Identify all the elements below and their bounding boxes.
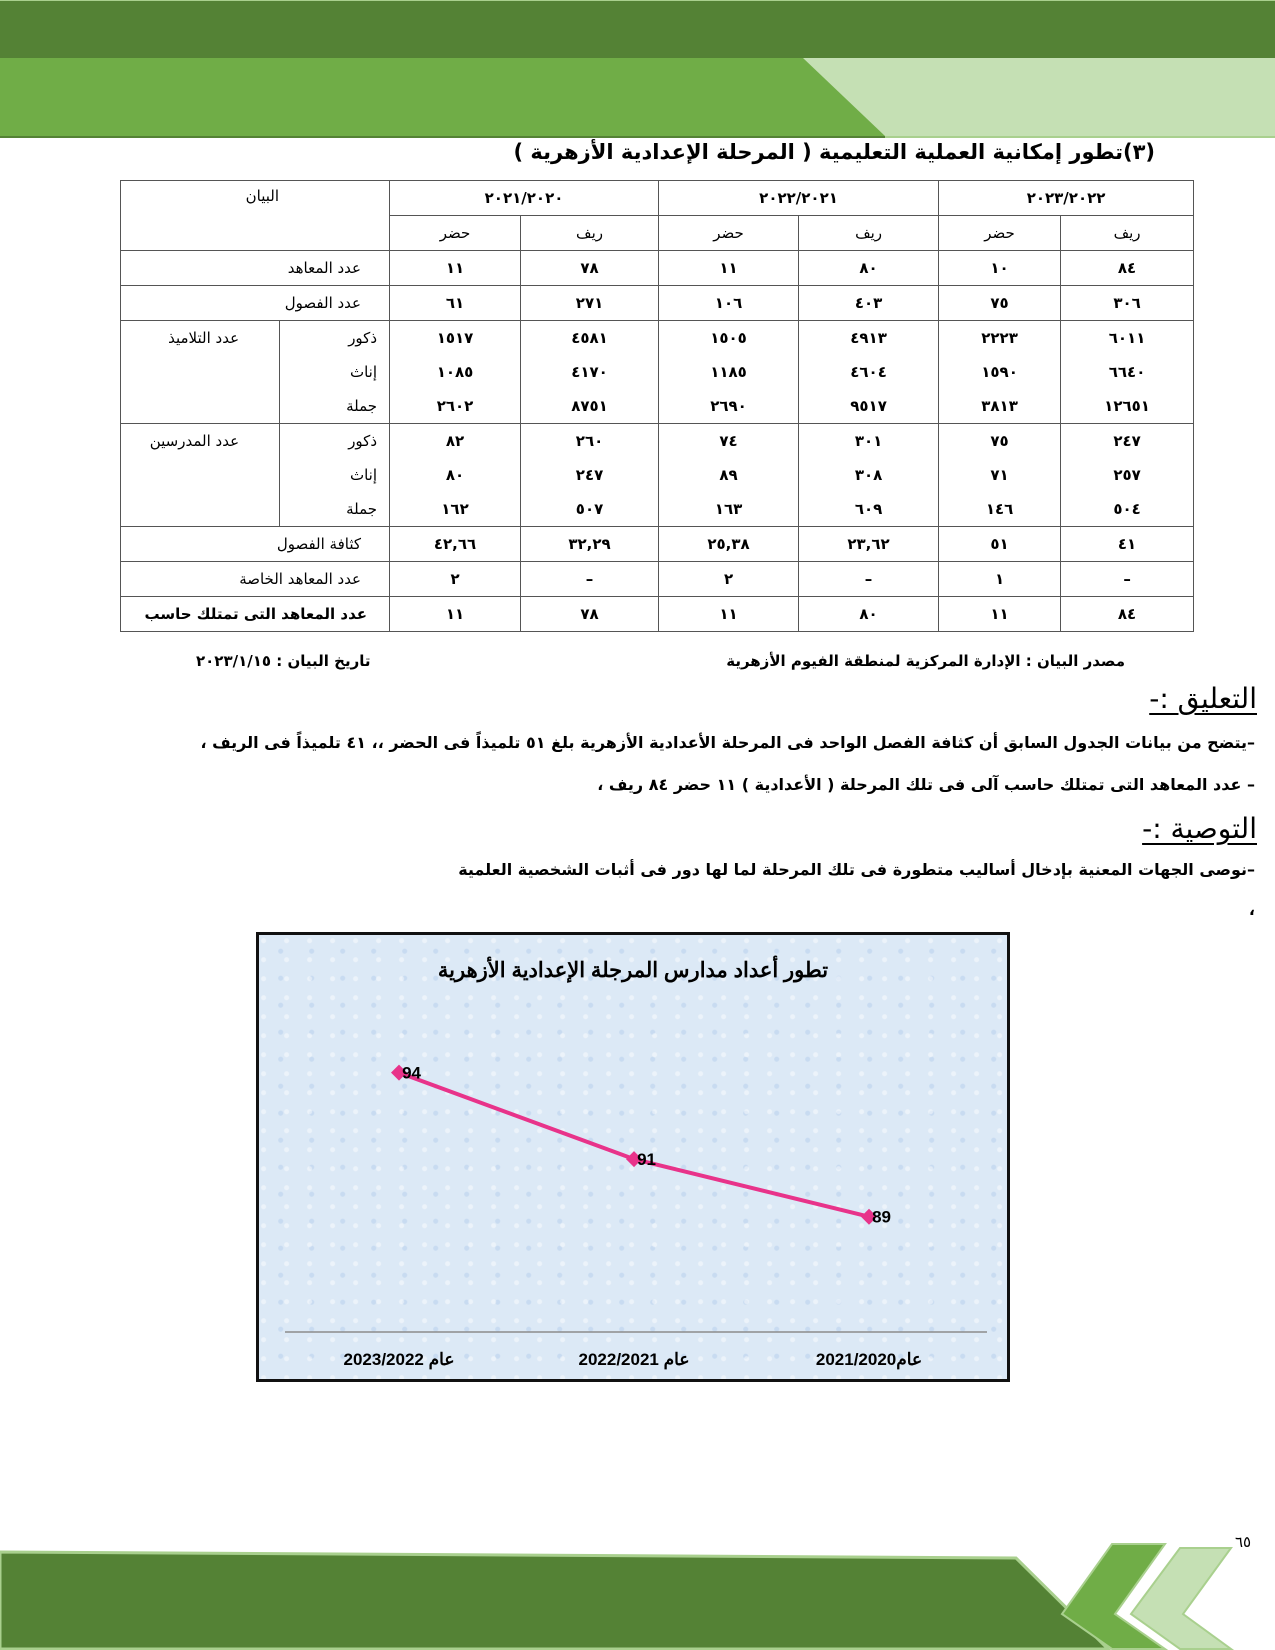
- table-cell: ٨٤: [1061, 251, 1194, 286]
- table-cell: ٢٣,٦٢: [799, 527, 939, 562]
- chart-canvas: [259, 935, 1007, 1379]
- table-cell: ٧١: [990, 466, 1009, 484]
- data-label: 94: [402, 1063, 421, 1083]
- x-tick-label: عام2021/2020: [815, 1350, 923, 1369]
- table-cell: ٨٠: [799, 597, 939, 632]
- table-cell: ٨٧٥١: [571, 397, 608, 415]
- comment-line: –يتضح من بيانات الجدول السابق أن كثافة الفصل الواحد فى المرحلة الأعدادية الأزهرية بلغ ٥١ تلميذاً فى الحضر ،، ٤١ تلميذاً فى الريف ،: [200, 733, 1255, 752]
- subheader-urban: حضر: [939, 216, 1061, 251]
- data-source: مصدر البيان : الإدارة المركزية لمنطقة الفيوم الأزهرية: [726, 652, 1125, 670]
- series-group: [391, 1065, 877, 1225]
- table-cell: ٧٨: [521, 251, 659, 286]
- header-band-mid: [0, 58, 885, 136]
- year-header: ٢٠٢١/٢٠٢٠: [390, 181, 659, 216]
- recommendation-heading: التوصية :-: [1142, 812, 1257, 845]
- table-cell: ٦٦٤٠: [1108, 363, 1146, 381]
- table-cell: ١: [939, 562, 1061, 597]
- subheader-rural: ريف: [521, 216, 659, 251]
- table-cell: ١٦٢: [441, 500, 469, 518]
- year-header: ٢٠٢٣/٢٠٢٢: [939, 181, 1194, 216]
- table-cell: ٤٦٠٤: [850, 363, 887, 381]
- table-group-row: [121, 424, 1194, 527]
- table-cell: ٢٥٧: [1113, 466, 1141, 484]
- table-cell: ٢: [659, 562, 799, 597]
- table-row: [121, 251, 1194, 286]
- year-header: ٢٠٢٢/٢٠٢١: [659, 181, 939, 216]
- group-label: عدد المدرسين: [121, 424, 280, 527]
- table-row: [121, 597, 1194, 632]
- table-cell: ١٠٦: [659, 286, 799, 321]
- table-cell: ١١: [939, 597, 1061, 632]
- footer-band-dark: [0, 1552, 1108, 1649]
- row-label: عدد المعاهد الخاصة: [121, 562, 390, 597]
- table-cell: ٣٠٦: [1061, 286, 1194, 321]
- row-label: عدد المعاهد: [121, 251, 390, 286]
- table-cell: ٣٢,٢٩: [521, 527, 659, 562]
- table-simple-rows: [121, 251, 1194, 321]
- table-row: [121, 527, 1194, 562]
- table-cell-stack: [521, 321, 659, 424]
- row-label: عدد المعاهد التى تمتلك حاسب: [121, 597, 390, 632]
- table-cell: ١٥٩٠: [981, 363, 1018, 381]
- group-label: عدد التلاميذ: [121, 321, 280, 424]
- table-cell: ٣٠١: [854, 432, 883, 450]
- table-cell: –: [799, 562, 939, 597]
- sub-label: ذكور: [348, 432, 378, 450]
- sub-labels: [280, 321, 390, 424]
- table-cell: –: [521, 562, 659, 597]
- x-tick-label: عام 2022/2021: [578, 1350, 690, 1369]
- table-cell: ١١: [390, 251, 521, 286]
- footer-band: [0, 1530, 1275, 1650]
- series-line: [399, 1073, 869, 1217]
- table-cell: ١٤٦: [985, 500, 1014, 518]
- table-bottom-rows: [121, 527, 1194, 632]
- table-cell: ٥٠٤: [1113, 500, 1141, 518]
- table-cell: ٤٥٨١: [571, 329, 608, 347]
- line-chart: [256, 932, 1010, 1382]
- table-cell: ١٥١٧: [436, 329, 474, 347]
- table-cell: ٦١: [390, 286, 521, 321]
- table-cell: ٥٠٧: [575, 500, 604, 518]
- table-cell: ٨٢: [445, 432, 465, 450]
- table-cell: ٣٨١٣: [981, 397, 1018, 415]
- data-label: 89: [872, 1207, 891, 1227]
- table-cell: ١١: [390, 597, 521, 632]
- table-cell: ٣٠٨: [854, 466, 883, 484]
- subheader-urban: حضر: [659, 216, 799, 251]
- table-cell: ١٦٣: [714, 500, 743, 518]
- table-cell-stack: [1061, 321, 1194, 424]
- recommendation-end-mark: ،: [1248, 900, 1255, 919]
- row-label: كثافة الفصول: [121, 527, 390, 562]
- table-cell-stack: [521, 424, 659, 527]
- page-number: ٦٥: [1235, 1533, 1252, 1551]
- table-cell: ٩٥١٧: [850, 397, 887, 415]
- table-cell: ١١: [659, 251, 799, 286]
- sub-label: إناث: [349, 466, 378, 484]
- table-cell: ٤١: [1061, 527, 1194, 562]
- table-cell-stack: [799, 321, 939, 424]
- table-cell-stack: [939, 424, 1061, 527]
- comment-heading: التعليق :-: [1149, 682, 1257, 715]
- table-cell: ٧٥: [939, 286, 1061, 321]
- sub-label: جملة: [346, 500, 378, 518]
- sub-label: جملة: [346, 397, 378, 415]
- table-cell-stack: [390, 321, 521, 424]
- recommendation-line: –نوصى الجهات المعنية بإدخال أساليب متطورة فى تلك المرحلة لما لها دور فى أثبات الشخصية العلمية: [458, 860, 1255, 879]
- table-cell: –: [1061, 562, 1194, 597]
- table-cell: ٨٠: [445, 466, 465, 484]
- table-cell: ٨٠: [799, 251, 939, 286]
- table-cell: ٧٨: [521, 597, 659, 632]
- table-cell: ٨٩: [719, 466, 738, 484]
- table-cell: ١٥٠٥: [710, 329, 747, 347]
- statistics-table: [120, 180, 1194, 632]
- table-cell: ٢: [390, 562, 521, 597]
- table-cell: ٢٢٢٣: [981, 329, 1018, 347]
- table-cell: ١٠٨٥: [436, 363, 474, 381]
- sub-labels: [280, 424, 390, 527]
- sub-label: إناث: [349, 363, 378, 381]
- table-cell: ٤١٧٠: [571, 363, 608, 381]
- table-cell-stack: [1061, 424, 1194, 527]
- table-row: [121, 286, 1194, 321]
- table-cell: ٢٤٧: [1113, 432, 1141, 450]
- table-group-rows: [121, 321, 1194, 527]
- row-label: عدد الفصول: [121, 286, 390, 321]
- table-cell: ٤٢,٦٦: [390, 527, 521, 562]
- table-cell: ٥١: [939, 527, 1061, 562]
- header-band-shapes: [0, 58, 1275, 140]
- table-cell: ٦٠١١: [1108, 329, 1146, 347]
- table-cell: ٢٥,٣٨: [659, 527, 799, 562]
- table-cell-stack: [659, 321, 799, 424]
- table-group-row: [121, 321, 1194, 424]
- table-header-row: [121, 181, 1194, 216]
- x-tick-labels-group: [344, 1350, 923, 1370]
- data-label: 91: [637, 1150, 656, 1170]
- table-cell: ١١٨٥: [710, 363, 747, 381]
- table-cell: ٢٤٧: [575, 466, 604, 484]
- sub-label: ذكور: [348, 329, 378, 347]
- subheader-urban: حضر: [390, 216, 521, 251]
- section-title: (٣)تطور إمكانية العملية التعليمية ( المرحلة الإعدادية الأزهرية ): [513, 140, 1155, 164]
- table-cell-stack: [390, 424, 521, 527]
- table-cell: ١١: [659, 597, 799, 632]
- label-header: البيان: [121, 181, 390, 251]
- x-tick-label: عام 2023/2022: [343, 1350, 455, 1369]
- table-cell: ١٠: [939, 251, 1061, 286]
- table-cell: ٢٦٩٠: [710, 397, 747, 415]
- table-cell: ٢٦٠: [575, 432, 604, 450]
- table-cell: ٧٥: [990, 432, 1009, 450]
- table-cell-stack: [659, 424, 799, 527]
- table-cell: ٤٠٣: [799, 286, 939, 321]
- table-cell: ١٢٦٥١: [1104, 397, 1150, 415]
- table-row: [121, 562, 1194, 597]
- table-cell: ٨٤: [1061, 597, 1194, 632]
- table-cell: ٦٠٩: [854, 500, 883, 518]
- table-cell: ٢٦٠٢: [436, 397, 474, 415]
- data-date: تاريخ البيان : ٢٠٢٣/١/١٥: [196, 652, 371, 670]
- table-cell-stack: [799, 424, 939, 527]
- comment-line: – عدد المعاهد التى تمتلك حاسب آلى فى تلك المرحلة ( الأعدادية ) ١١ حضر ٨٤ ريف ،: [597, 775, 1255, 794]
- chart-title: تطور أعداد مدارس المرجلة الإعدادية الأزهرية: [437, 959, 829, 982]
- table-cell: ٤٩١٣: [850, 329, 887, 347]
- subheader-rural: ريف: [1061, 216, 1194, 251]
- table-cell: ٧٤: [719, 432, 738, 450]
- header-band-dark: [0, 0, 1275, 60]
- table-cell-stack: [939, 321, 1061, 424]
- table-cell: ٢٧١: [521, 286, 659, 321]
- subheader-rural: ريف: [799, 216, 939, 251]
